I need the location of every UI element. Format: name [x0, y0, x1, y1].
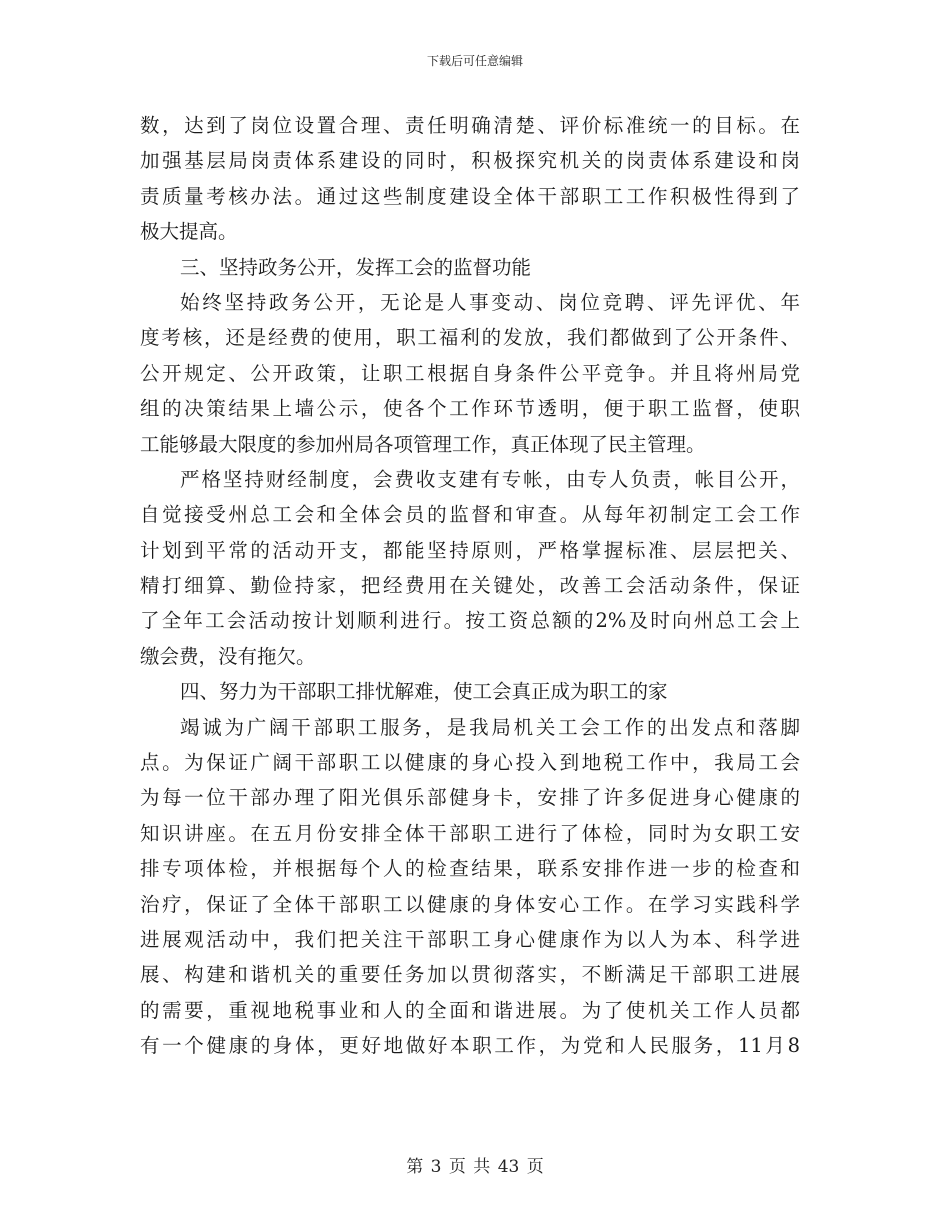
page-number-footer: 第 3 页 共 43 页	[406, 1157, 544, 1177]
text-line: 度考核，还是经费的使用，职工福利的发放，我们都做到了公开条件、	[140, 326, 800, 350]
text-line: 组的决策结果上墙公示，使各个工作环节透明，便于职工监督，使职	[140, 397, 800, 421]
text-line: 展、构建和谐机关的重要任务加以贯彻落实，不断满足干部职工进展	[140, 963, 800, 987]
text-line: 知识讲座。在五月份安排全体干部职工进行了体检，同时为女职工安	[140, 821, 800, 845]
text-line: 竭诚为广阔干部职工服务，是我局机关工会工作的出发点和落脚	[180, 715, 800, 739]
text-line: 责质量考核办法。通过这些制度建设全体干部职工工作积极性得到了	[140, 184, 800, 208]
text-line: 严格坚持财经制度，会费收支建有专帐，由专人负责，帐目公开，	[180, 467, 800, 491]
text-line: 为每一位干部办理了阳光俱乐部健身卡，安排了许多促进身心健康的	[140, 786, 800, 810]
text-line: 工能够最大限度的参加州局各项管理工作，真正体现了民主管理。	[140, 432, 706, 456]
text-line: 公开规定、公开政策，让职工根据自身条件公平竞争。并且将州局党	[140, 361, 800, 385]
text-line: 始终坚持政务公开，无论是人事变动、岗位竞聘、评先评优、年	[180, 290, 800, 314]
text-line: 三、坚持政务公开，发挥工会的监督功能	[180, 255, 532, 279]
text-line: 排专项体检，并根据每个人的检查结果，联系安排作进一步的检查和	[140, 857, 800, 881]
text-line: 有一个健康的身体，更好地做好本职工作，为党和人民服务，11月8	[140, 1034, 800, 1058]
text-line: 四、努力为干部职工排忧解难，使工会真正成为职工的家	[180, 680, 668, 704]
text-line: 缴会费，没有拖欠。	[140, 644, 316, 668]
text-line: 的需要，重视地税事业和人的全面和谐进展。为了使机关工作人员都	[140, 998, 800, 1022]
text-line: 点。为保证广阔干部职工以健康的身心投入到地税工作中，我局工会	[140, 751, 800, 775]
document-body	[140, 108, 800, 1064]
text-line: 治疗，保证了全体干部职工以健康的身体安心工作。在学习实践科学	[140, 892, 800, 916]
text-line: 了全年工会活动按计划顺利进行。按工资总额的2%及时向州总工会上	[140, 609, 800, 633]
text-line: 自觉接受州总工会和全体会员的监督和审查。从每年初制定工会工作	[140, 503, 800, 527]
text-line: 加强基层局岗责体系建设的同时，积极探究机关的岗责体系建设和岗	[140, 149, 800, 173]
text-line: 极大提高。	[140, 220, 238, 244]
page-header: 下载后可任意编辑	[426, 54, 523, 68]
text-line: 计划到平常的活动开支，都能坚持原则，严格掌握标准、层层把关、	[140, 538, 800, 562]
text-line: 进展观活动中，我们把关注干部职工身心健康作为以人为本、科学进	[140, 927, 800, 951]
text-line: 精打细算、勤俭持家，把经费用在关键处，改善工会活动条件，保证	[140, 574, 800, 598]
text-line: 数，达到了岗位设置合理、责任明确清楚、评价标准统一的目标。在	[140, 114, 800, 137]
